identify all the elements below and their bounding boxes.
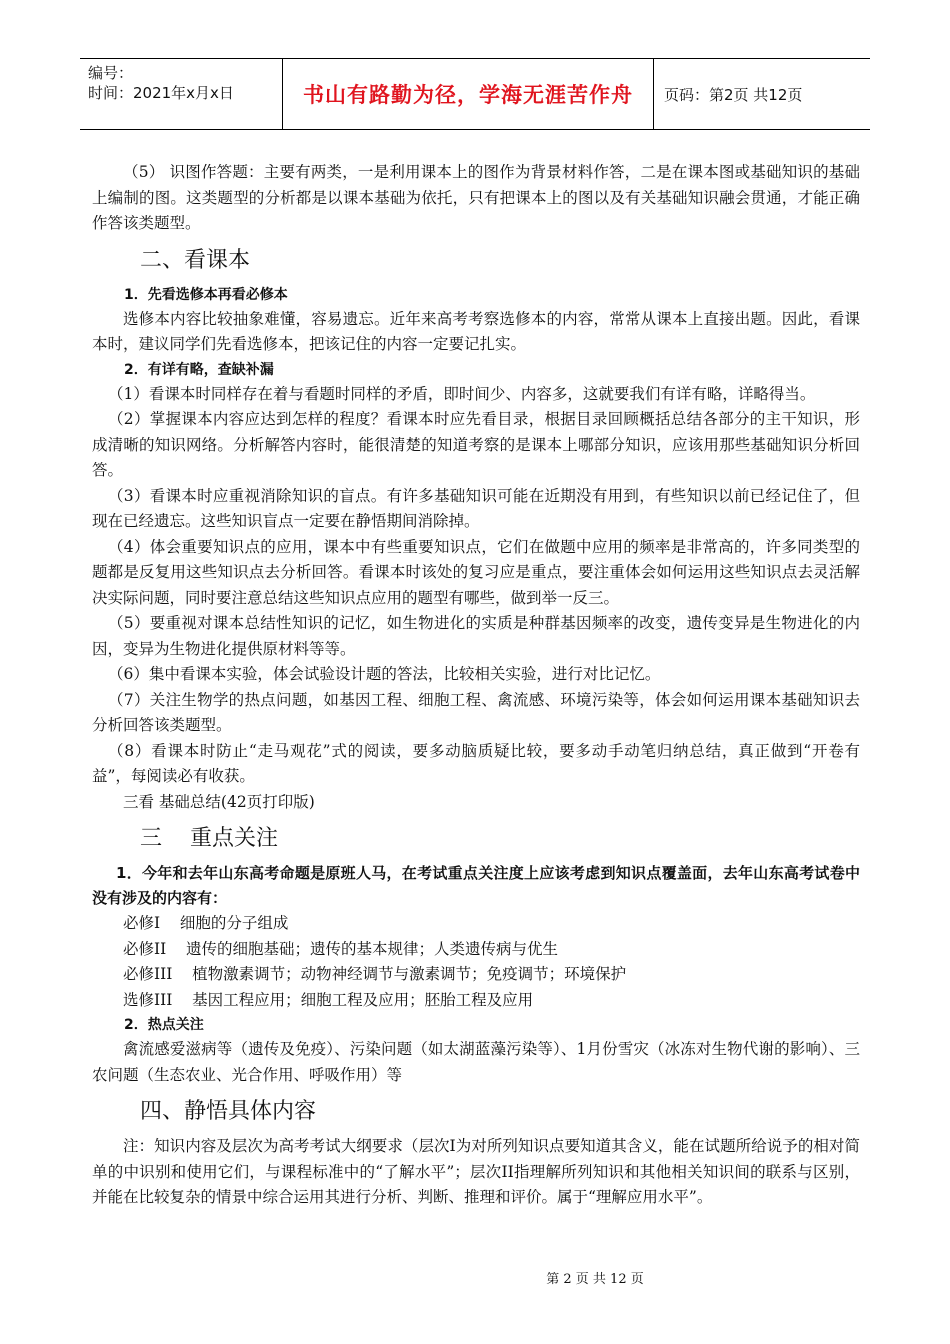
header-page-info: 页码：第2页 共12页 xyxy=(664,85,803,104)
paragraph-item-5: （5） 识图作答题：主要有两类，一是利用课本上的图作为背景材料作答，二是在课本图或基础知识的基础上编制的图。这类题型的分析都是以课本基础为依托，只有把课本上的图以及有关基础知识融会贯通，才能正确作答该类题型。 xyxy=(92,163,860,232)
list-item: （7）关注生物学的热点问题，如基因工程、细胞工程、禽流感、环境污染等，体会如何运用课本基础知识去分析回答该类题型。 xyxy=(92,690,860,734)
bold-paragraph: 1．今年和去年山东高考命题是原班人马，在考试重点关注度上应该考虑到知识点覆盖面，去年山东高考试卷中没有涉及的内容有： xyxy=(92,864,860,907)
list-item: （6）集中看课本实验，体会试验设计题的答法，比较相关实验，进行对比记忆。 xyxy=(108,665,661,683)
paragraph: 选修本内容比较抽象难懂，容易遗忘。近年来高考考察选修本的内容，常常从课本上直接出题。因此，看课本时，建议同学们先看选修本，把该记住的内容一定要记扎实。 xyxy=(92,309,860,353)
document-body xyxy=(92,160,860,1211)
header-motto: 书山有路勤为径，学海无涯苦作舟 xyxy=(282,59,654,129)
subheading: 2．热点关注 xyxy=(124,1017,204,1033)
header-meta xyxy=(80,59,282,129)
list-item: 选修III 基因工程应用；细胞工程及应用；胚胎工程及应用 xyxy=(123,990,534,1009)
list-item: （2）掌握课本内容应达到怎样的程度？看课本时应先看目录，根据目录回顾概括总结各部分的主干知识，形成清晰的知识网络。分析解答内容时，能很清楚的知道考察的是课本上哪部分知识，应该用那些基础知识分析回答。 xyxy=(92,410,860,479)
list-item: 必修III 植物激素调节；动物神经调节与激素调节；免疫调节；环境保护 xyxy=(123,965,627,983)
list-item: 必修II 遗传的细胞基础；遗传的基本规律；人类遗传病与优生 xyxy=(123,939,558,958)
list-item: （4）体会重要知识点的应用，课本中有些重要知识点，它们在做题中应用的频率是非常高的，许多同类型的题都是反复用这些知识点去分析回答。看课本时该处的复习应是重点，要注重体会如何运用这些知识点去灵活解决实际问题，同时要注意总结这些知识点应用的题型有哪些，做到举一反三。 xyxy=(92,537,860,607)
section-heading-3: 三 重点关注 xyxy=(140,826,278,851)
document-number-label: 编号： xyxy=(88,64,134,82)
list-item: （8）看课本时防止“走马观花”式的阅读，要多动脑质疑比较，要多动手动笔归纳总结，真正做到“开卷有益”，每阅读必有收获。 xyxy=(92,741,860,785)
subheading: 2．有详有略，查缺补漏 xyxy=(124,361,274,378)
section-heading-4: 四、静悟具体内容 xyxy=(140,1099,317,1124)
list-item: （1）看课本时同样存在着与看题时同样的矛盾，即时间少、内容多，这就要我们有详有略，详略得当。 xyxy=(108,384,816,403)
section-heading-2: 二、看课本 xyxy=(140,247,251,273)
list-item: （5）要重视对课本总结性知识的记忆，如生物进化的实质是种群基因频率的改变，遗传变异是生物进化的内因，变异为生物进化提供原材料等等。 xyxy=(92,614,860,658)
paragraph: 注：知识内容及层次为高考考试大纲要求（层次Ⅰ为对所列知识点要知道其含义，能在试题所给说予的相对简单的中识别和使用它们，与课程标准中的“了解水平”；层次II指理解所列知识和其他相关知识间的联系与区别，并能在比较复杂的情景中综合运用其进行分析、判断、推理和评价。属于“理解应用水平”。 xyxy=(92,1137,860,1206)
page-header xyxy=(80,58,870,130)
paragraph: 禽流感爱滋病等（遗传及免疫）、污染问题（如太湖蓝藻污染等）、1月份雪灾（冰冻对生物代谢的影响）、三农问题（生态农业、光合作用、呼吸作用）等 xyxy=(92,1040,860,1084)
page-footer: 第 2 页 共 12 页 xyxy=(546,1272,644,1287)
list-item: （3）看课本时应重视消除知识的盲点。有许多基础知识可能在近期没有用到，有些知识以前已经记住了，但现在已经遗忘。这些知识盲点一定要在静悟期间消除掉。 xyxy=(92,486,860,530)
paragraph: 三看 基础总结(42页打印版) xyxy=(123,792,315,811)
document-time-label: 时间：2021年x月x日 xyxy=(88,84,234,102)
subheading: 1．先看选修本再看必修本 xyxy=(124,286,288,303)
list-item: 必修I 细胞的分子组成 xyxy=(123,914,289,932)
